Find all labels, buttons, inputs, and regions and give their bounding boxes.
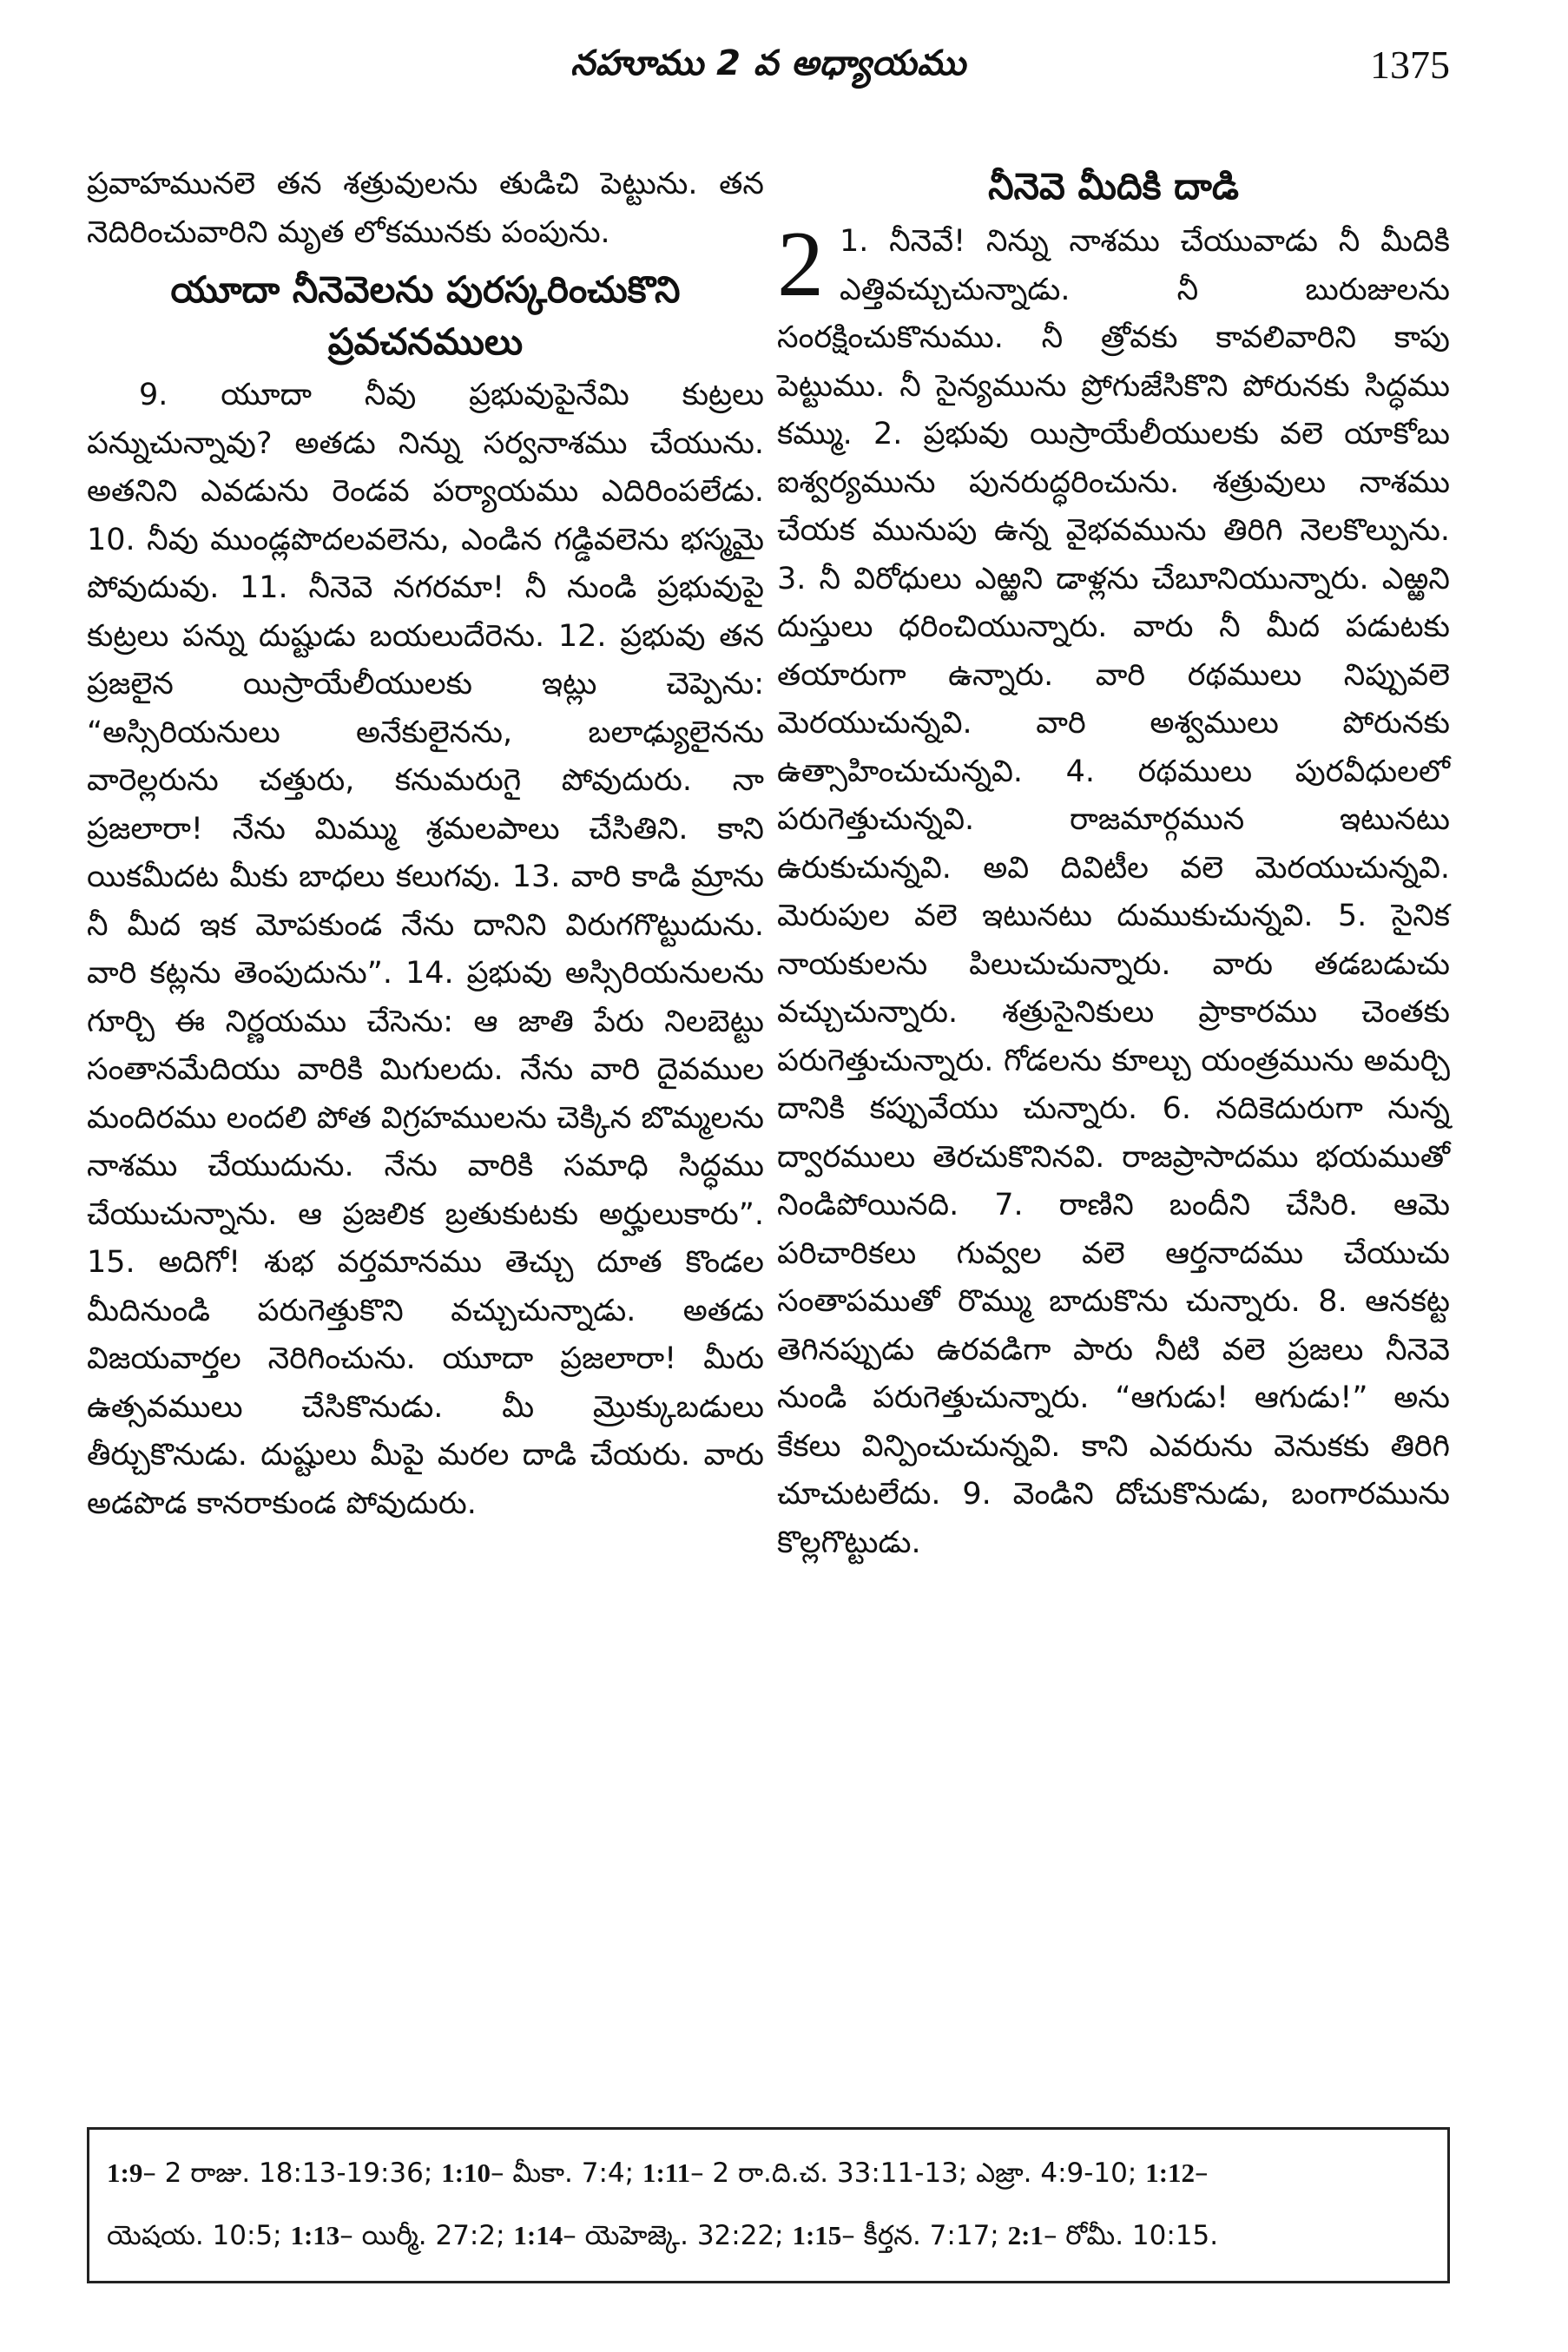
footnote-ref: 1:12 [1145,2158,1196,2188]
running-title: నహూము 2 వ అధ్యాయము [570,43,966,83]
section-heading-right: నీనెవె మీదికి దాడి [988,165,1239,208]
page-number: 1375 [1370,43,1450,87]
left-column [87,161,764,1528]
footnote-ref: 1:13 [290,2220,340,2250]
right-paragraph-main [777,213,1450,1567]
footnote-text: యెషయ. 10:5; [107,2220,291,2251]
footnote-text: – 2 రాజు. 18:13-19:36; [142,2158,442,2189]
right-column [777,161,1450,1567]
footnote-ref: 2:1 [1007,2220,1044,2250]
footnote-text: – యెహెజ్కె. 32:22; [563,2220,793,2251]
page-header [87,35,1450,104]
right-paragraph-text: 1. నీనెవే! నిన్ను నాశము చేయువాడు నీ మీదికి ఎత్తివచ్చుచున్నాడు. నీ బురుజులను సంరక్షించుకొనుము. నీ త్రోవకు కావలివారిని కాపు పెట్టుము. నీ సైన్యమును ప్రోగుజేసికొని పోరునకు సిద్ధము కమ్ము. 2. ప్రభువు యిస్రాయేలీయులకు వలె యాకోబు ఐశ్వర్యమును పునరుద్ధరించును. శత్రువులు నాశము చేయక మునుపు ఉన్న వైభవమును తిరిగి నెలకొల్పును. 3. నీ విరోధులు ఎఱ్ఱని డాళ్లను చేబూనియున్నారు. ఎఱ్ఱని దుస్తులు ధరించియున్నారు. వారు నీ మీద పడుటకు తయారుగా ఉన్నారు. వారి రథములు నిప్పువలె మెరయుచున్నవి. వారి అశ్వములు పోరునకు ఉత్సాహించుచున్నవి. 4. రథములు పురవీధులలో పరుగెత్తుచున్నవి. రాజమార్గమున ఇటునటు ఉరుకుచున్నవి. అవి దివిటీల వలె మెరయుచున్నవి. మెరుపుల వలె ఇటునటు దుముకుచున్నవి. 5. సైనిక నాయకులను పిలుచుచున్నారు. వారు తడబడుచు వచ్చుచున్నారు. శత్రుసైనికులు ప్రాకారము చెంతకు పరుగెత్తుచున్నారు. గోడలను కూల్చు యంత్రమును అమర్చి దానికి కప్పువేయు చున్నారు. 6. నదికెదురుగా నున్న ద్వారములు తెరచుకొనినవి. రాజప్రాసాదము భయముతో నిండిపోయినది. 7. రాణిని బందీని చేసిరి. ఆమె పరిచారికలు గువ్వల వలె ఆర్తనాదము చేయుచు సంతాపముతో రొమ్ము బాదుకొను చున్నారు. 8. ఆనకట్ట తెగినప్పుడు ఉరవడిగా పారు నీటి వలె ప్రజలు నీనెవె నుండి పరుగెత్తుచున్నారు. “ఆగుడు! ఆగుడు!” అను కేకలు విన్పించుచున్నవి. కాని ఎవరును వెనుకకు తిరిగి చూచుటలేదు. 9. వెండిని దోచుకొనుడు, బంగారమును కొల్లగొట్టుడు. [777,224,1450,1560]
footnote-ref: 1:15 [792,2220,842,2250]
section-heading-left: యూదా నీనెవెలను పురస్కరించుకొని ప్రవచనములు [170,268,681,363]
footnote-text: – రోమీ. 10:15. [1043,2220,1219,2251]
footnote-text: – [1195,2158,1209,2189]
left-paragraph-top: ప్రవాహమునలె తన శత్రువులను తుడిచి పెట్టును. తన నెదిరించువారిని మృత లోకమునకు పంపును. [87,167,764,250]
footnote-text: – యిర్మీ. 27:2; [339,2220,514,2251]
footnote-line-1 [107,2142,1430,2204]
footnote-text: – 2 రా.ది.చ. 33:11-13; ఎజ్రా. 4:9-10; [690,2158,1146,2189]
footnote-ref: 1:9 [107,2158,143,2188]
left-paragraph-main: 9. యూదా నీవు ప్రభువుపైనేమి కుట్రలు పన్నుచున్నావు? అతడు నిన్ను సర్వనాశము చేయును. అతనిని ఎవడును రెండవ పర్యాయము ఎదిరింపలేడు. 10. నీవు ముండ్లపొదలవలెను, ఎండిన గడ్డివలెను భస్మమై పోవుదువు. 11. నీనెవె నగరమా! నీ నుండి ప్రభువుపై కుట్రలు పన్ను దుష్టుడు బయలుదేరెను. 12. ప్రభువు తన ప్రజలైన యిస్రాయేలీయులకు ఇట్లు చెప్పెను: “అస్సిరియనులు అనేకులైనను, బలాఢ్యులైనను వారెల్లరును చత్తురు, కనుమరుగై పోవుదురు. నా ప్రజలారా! నేను మిమ్ము శ్రమలపాలు చేసితిని. కాని యికమీదట మీకు బాధలు కలుగవు. 13. వారి కాడి మ్రాను నీ మీద ఇక మోపకుండ నేను దానిని విరుగగొట్టుదును. వారి కట్లను తెంపుదును”. 14. ప్రభువు అస్సిరియనులను గూర్చి ఈ నిర్ణయము చేసెను: ఆ జాతి పేరు నిలబెట్టు సంతానమేదియు వారికి మిగులదు. నేను వారి దైవముల మందిరము లందలి పోత విగ్రహములను చెక్కిన బొమ్మలను నాశము చేయుదును. నేను వారికి సమాధి సిద్ధము చేయుచున్నాను. ఆ ప్రజలిక బ్రతుకుటకు అర్హులుకారు”. 15. అదిగో! శుభ వర్తమానము తెచ్చు దూత కొండల మీదినుండి పరుగెత్తుకొని వచ్చుచున్నాడు. అతడు విజయవార్తల నెరిగించును. యూదా ప్రజలారా! మీరు ఉత్సవములు చేసికొనుడు. మీ మ్రొక్కుబడులు తీర్చుకొనుడు. దుష్టులు మీపై మరల దాడి చేయరు. వారు అడపొడ కానరాకుండ పోవుదురు. [87,378,764,1521]
cross-references-box [87,2127,1450,2283]
footnote-text: – మీకా. 7:4; [491,2158,642,2189]
footnote-text: – కీర్తన. 7:17; [841,2220,1008,2251]
footnote-ref: 1:14 [513,2220,563,2250]
footnote-line-2 [107,2204,1430,2267]
chapter-number: 2 [777,213,824,316]
footnote-ref: 1:11 [642,2158,691,2188]
footnote-ref: 1:10 [441,2158,491,2188]
